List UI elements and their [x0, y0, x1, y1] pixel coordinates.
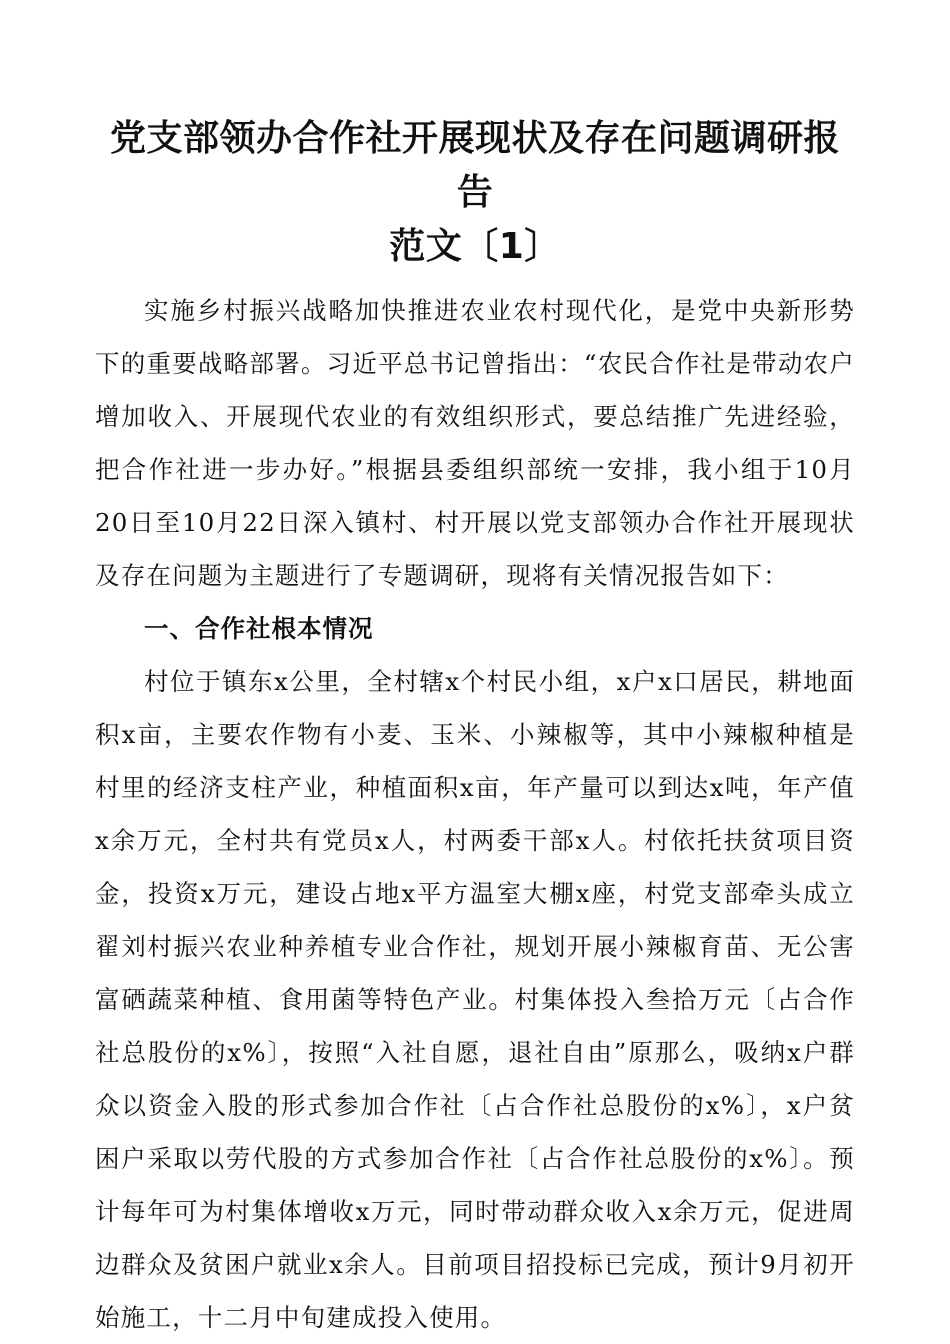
section-1-paragraph: 村位于镇东x公里，全村辖x个村民小组，x户x口居民，耕地面积x亩，主要农作物有小麦、玉米、小辣椒等，其中小辣椒种植是村里的经济支柱产业，种植面积x亩，年产量可以到达x吨，年产值x余万元，全村共有党员x人，村两委干部x人。村依托扶贫项目资金，投资x万元，建设占地x平方温室大棚x座，村党支部牵头成立翟刘村振兴农业种养植专业合作社，规划开展小辣椒育苗、无公害富硒蔬菜种植、食用菌等特色产业。村集体投入叁拾万元〔占合作社总股份的x%〕，按照“入社自愿，退社自由”原那么，吸纳x户群众以资金入股的形式参加合作社〔占合作社总股份的x%〕，x户贫困户采取以劳代股的方式参加合作社〔占合作社总股份的x%〕。预计每年可为村集体增收x万元，同时带动群众收入x余万元，促进周边群众及贫困户就业x余人。目前项目招投标已完成，预计9月初开始施工，十二月中旬建成投入使用。 [95, 667, 855, 1332]
title-line-2: 范文〔1〕 [389, 226, 561, 267]
title-line-1: 党支部领办合作社开展现状及存在问题调研报告 [109, 118, 840, 213]
document-title [95, 112, 855, 274]
intro-paragraph: 实施乡村振兴战略加快推进农业农村现代化，是党中央新形势下的重要战略部署。习近平总书记曾指出：“农民合作社是带动农户增加收入、开展现代农业的有效组织形式，要总结推广先进经验，把合作社进一步办好。”根据县委组织部统一安排，我小组于10月20日至10月22日深入镇村、村开展以党支部领办合作社开展现状及存在问题为主题进行了专题调研，现将有关情况报告如下： [95, 296, 855, 590]
section-1-heading: 一、合作社根本情况 [144, 614, 374, 643]
